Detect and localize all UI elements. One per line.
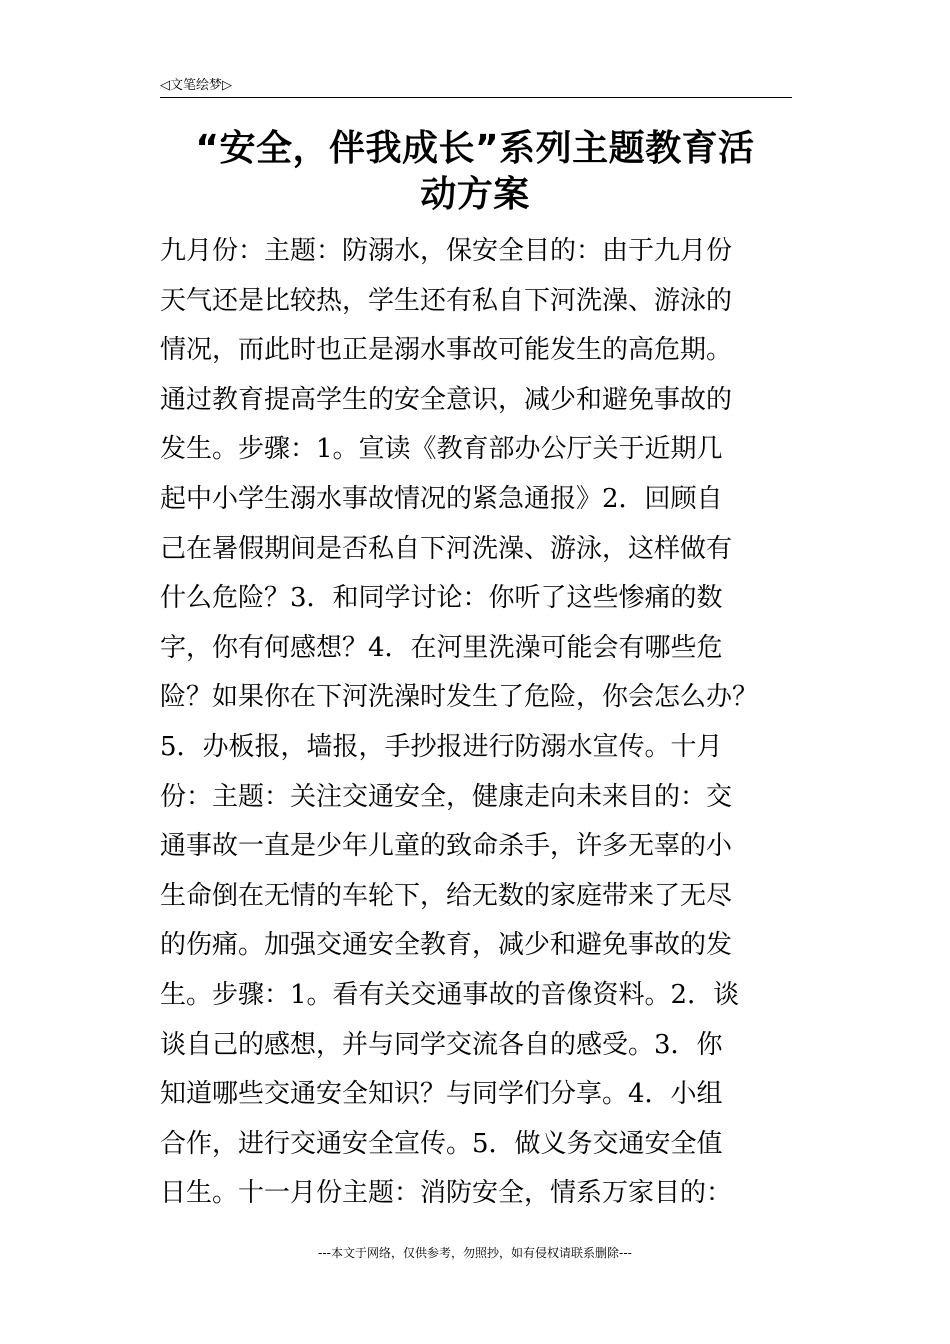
body-paragraph <box>160 227 820 1219</box>
title-line-1: “安全，伴我成长”系列主题教育活 <box>195 128 755 169</box>
body-line: 发生。步骤：1。宣读《教育部办公厅关于近期几 <box>160 434 723 465</box>
body-line: 合作，进行交通安全宣传。5．做义务交通安全值 <box>160 1128 723 1159</box>
body-line: 天气还是比较热，学生还有私自下河洗澡、游泳的 <box>160 285 733 316</box>
body-line: 九月份：主题：防溺水，保安全目的：由于九月份 <box>160 236 733 266</box>
body-line: 通过教育提高学生的安全意识，减少和避免事故的 <box>160 384 733 415</box>
body-line: 日生。十一月份主题：消防安全，情系万家目的： <box>160 1178 733 1209</box>
document-title <box>140 126 810 218</box>
body-line: 知道哪些交通安全知识？与同学们分享。4．小组 <box>160 1079 723 1110</box>
body-line: 生。步骤：1。看有关交通事故的音像资料。2．谈 <box>160 979 740 1010</box>
page-footer: ---本文于网络，仅供参考，勿照抄，如有侵权请联系删除--- <box>318 1246 632 1260</box>
body-line: 份：主题：关注交通安全，健康走向未来目的：交 <box>160 781 733 812</box>
body-line: 情况，而此时也正是溺水事故可能发生的高危期。 <box>160 335 733 366</box>
body-line: 己在暑假期间是否私自下河洗澡、游泳，这样做有 <box>160 533 733 564</box>
title-line-2: 动方案 <box>420 174 530 215</box>
page-header: ◁文笔绘梦▷ <box>160 78 232 93</box>
body-line: 谈自己的感想，并与同学交流各自的感受。3．你 <box>160 1029 723 1060</box>
body-line: 5．办板报，墙报，手抄报进行防溺水宣传。十月 <box>160 731 723 762</box>
header-divider <box>160 97 792 98</box>
body-line: 的伤痛。加强交通安全教育，减少和避免事故的发 <box>160 930 733 961</box>
body-line: 通事故一直是少年儿童的致命杀手，许多无辜的小 <box>160 831 733 862</box>
body-line: 生命倒在无情的车轮下，给无数的家庭带来了无尽 <box>160 880 733 911</box>
body-line: 字，你有何感想？4．在河里洗澡可能会有哪些危 <box>160 632 723 663</box>
body-line: 险？如果你在下河洗澡时发生了危险，你会怎么办？ <box>160 682 759 713</box>
body-line: 什么危险？3．和同学讨论：你听了这些惨痛的数 <box>160 583 723 614</box>
body-line: 起中小学生溺水事故情况的紧急通报》2．回顾自 <box>160 483 723 514</box>
